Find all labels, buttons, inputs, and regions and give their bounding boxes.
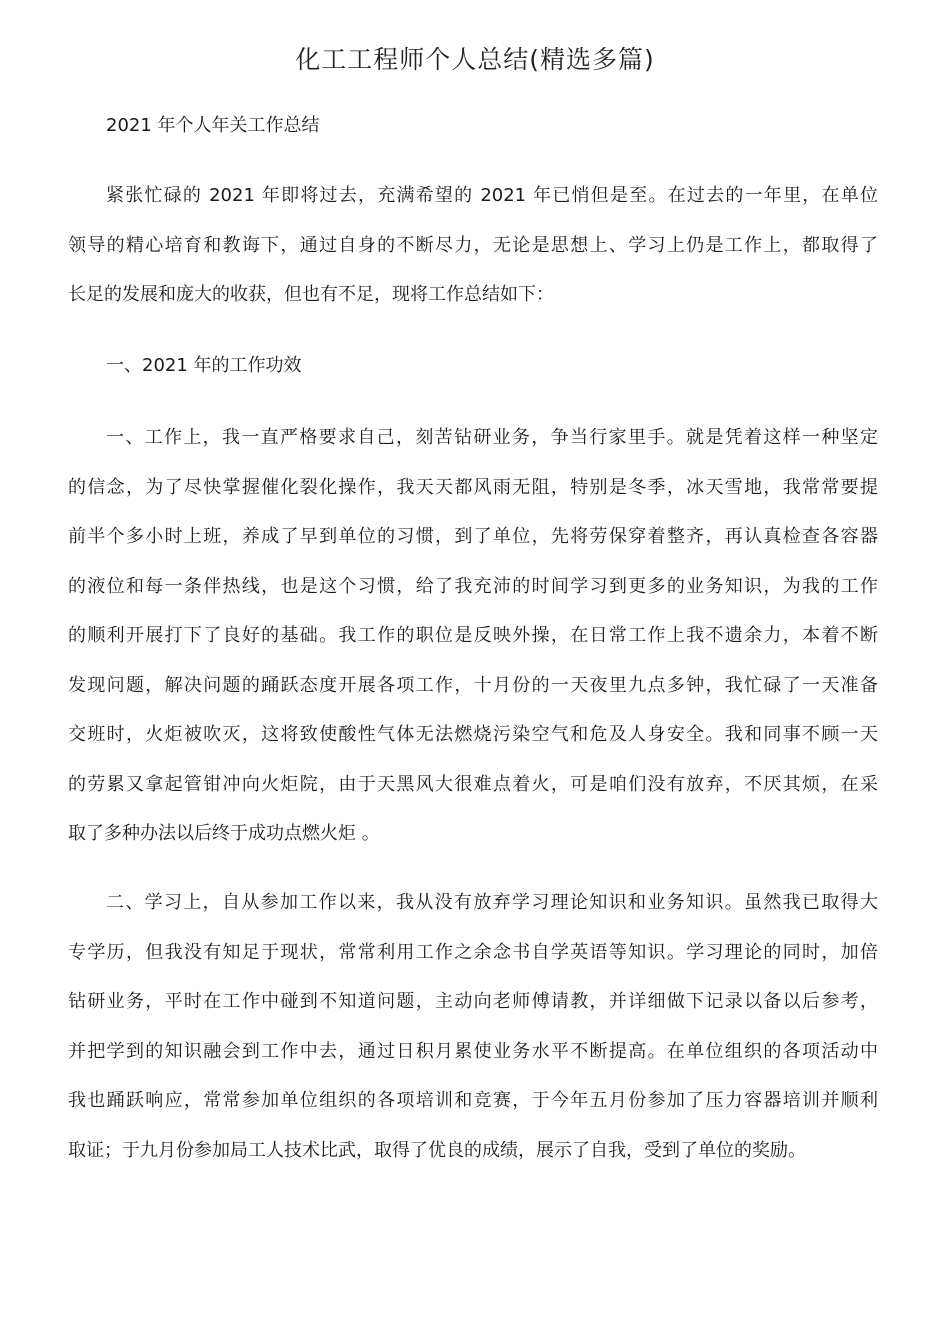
section-heading: 一、2021 年的工作功效 xyxy=(106,355,302,376)
paragraph-line: 我也踊跃响应，常常参加单位组织的各项培训和竞赛，于今年五月份参加了压力容器培训并顺利 xyxy=(68,1090,878,1111)
paragraph-line: 前半个多小时上班，养成了早到单位的习惯，到了单位，先将劳保穿着整齐，再认真检查各容器 xyxy=(68,526,878,547)
paragraph-line: 的劳累又拿起管钳冲向火炬院，由于天黑风大很难点着火，可是咱们没有放弃，不厌其烦，在采 xyxy=(68,773,878,795)
paragraph-line: 专学历，但我没有知足于现状，常常利用工作之余念书自学英语等知识。学习理论的同时，加倍 xyxy=(68,941,878,963)
work-paragraph xyxy=(68,424,878,870)
paragraph-line: 长足的发展和庞大的收获，但也有不足，现将工作总结如下： xyxy=(68,284,554,305)
paragraph-line: 领导的精心培育和教诲下，通过自身的不断尽力，无论是思想上、学习上仍是工作上，都取得了 xyxy=(68,234,878,256)
document-subtitle: 2021 年个人年关工作总结 xyxy=(106,115,320,136)
intro-paragraph xyxy=(68,182,878,331)
paragraph-line: 的信念，为了尽快掌握催化裂化操作，我天天都风雨无阻，特别是冬季，冰天雪地，我常常要提 xyxy=(68,476,878,498)
paragraph-line: 的液位和每一条伴热线，也是这个习惯，给了我充沛的时间学习到更多的业务知识，为我的工作 xyxy=(68,575,878,597)
paragraph-line: 并把学到的知识融会到工作中去，通过日积月累使业务水平不断提高。在单位组织的各项活动中 xyxy=(68,1040,878,1062)
paragraph-line: 取证；于九月份参加局工人技术比武，取得了优良的成绩，展示了自我，受到了单位的奖励。 xyxy=(68,1139,806,1161)
document-title: 化工工程师个人总结(精选多篇) xyxy=(295,45,655,74)
paragraph-line: 交班时，火炬被吹灭，这将致使酸性气体无法燃烧污染空气和危及人身安全。我和同事不顾一天 xyxy=(68,724,878,745)
paragraph-line: 取了多种办法以后终于成功点燃火炬 。 xyxy=(68,823,380,844)
paragraph-line: 钻研业务，平时在工作中碰到不知道问题，主动向老师傅请教，并详细做下记录以备以后参考， xyxy=(68,991,878,1012)
study-paragraph xyxy=(68,889,878,1186)
paragraph-line: 的顺利开展打下了良好的基础。我工作的职位是反映外操，在日常工作上我不遗余力，本着不断 xyxy=(68,625,878,646)
paragraph-line: 发现问题，解决问题的踊跃态度开展各项工作，十月份的一天夜里九点多钟，我忙碌了一天准备 xyxy=(68,674,878,696)
paragraph-line: 一、工作上，我一直严格要求自己，刻苦钻研业务，争当行家里手。就是凭着这样一种坚定 xyxy=(106,427,878,448)
paragraph-line: 二、学习上，自从参加工作以来，我从没有放弃学习理论知识和业务知识。虽然我已取得大 xyxy=(106,892,878,913)
paragraph-line: 紧张忙碌的 2021 年即将过去，充满希望的 2021 年已悄但是至。在过去的一年里，在单位 xyxy=(106,185,878,206)
